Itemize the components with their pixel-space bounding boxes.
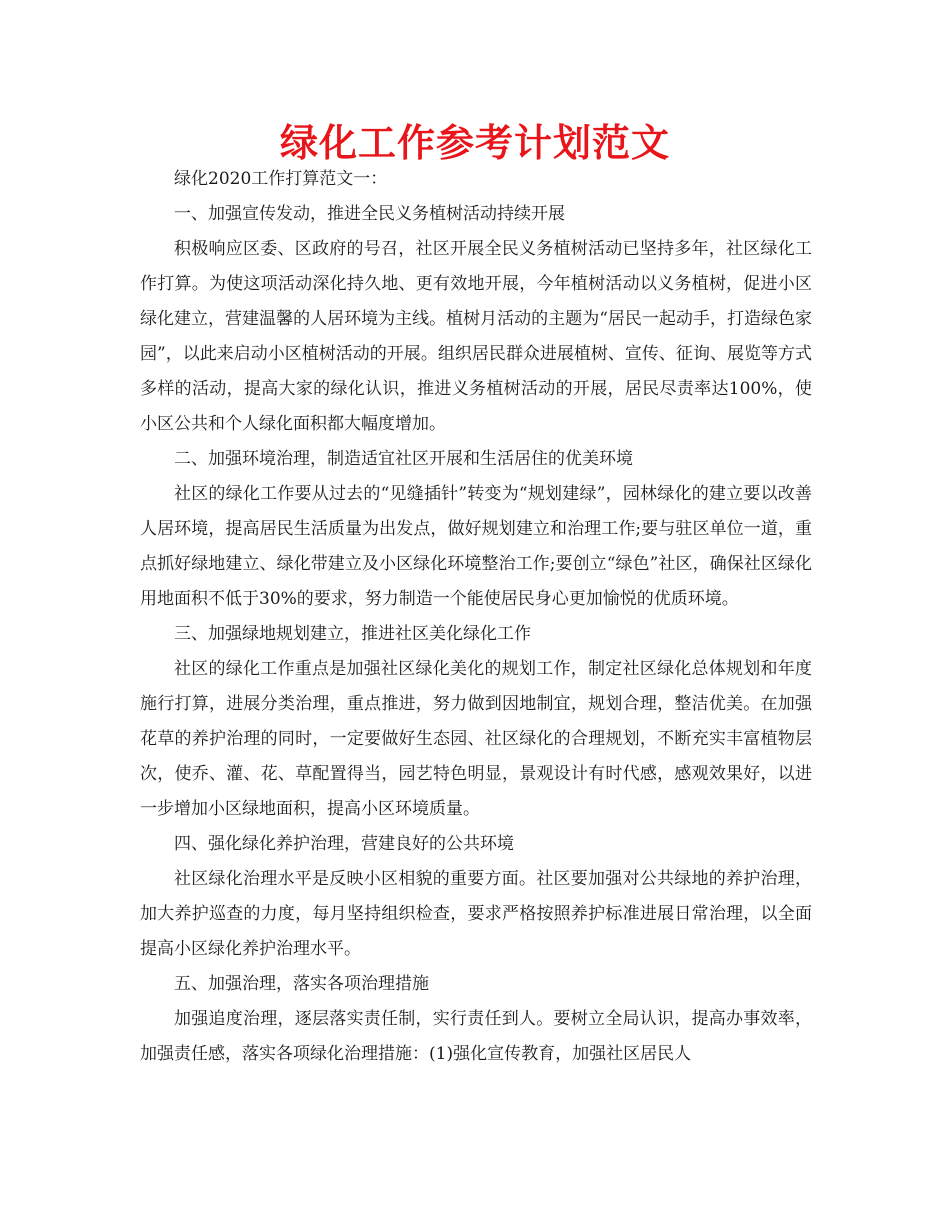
section-heading-4: 四、强化绿化养护治理，营建良好的公共环境 <box>174 834 514 854</box>
document-body <box>140 162 812 1072</box>
section-heading-2: 二、加强环境治理，制造适宜社区开展和生活居住的优美环境 <box>174 449 633 469</box>
paragraph-4: 社区绿化治理水平是反映小区相貌的重要方面。社区要加强对公共绿地的养护治理，加大养护巡查的力度，每月坚持组织检查，要求严格按照养护标准进展日常治理，以全面提高小区绿化养护治理水平。 <box>140 869 812 959</box>
section-heading-1: 一、加强宣传发动，推进全民义务植树活动持续开展 <box>174 204 565 224</box>
section-heading-5: 五、加强治理，落实各项治理措施 <box>174 974 429 994</box>
paragraph-1: 积极响应区委、区政府的号召，社区开展全民义务植树活动已坚持多年，社区绿化工作打算。为使这项活动深化持久地、更有效地开展，今年植树活动以义务植树，促进小区绿化建立，营建温馨的人居环境为主线。植树月活动的主题为“居民一起动手，打造绿色家园”，以此来启动小区植树活动的开展。组织居民群众进展植树、宣传、征询、展览等方式多样的活动，提高大家的绿化认识，推进义务植树活动的开展，居民尽责率达100%，使小区公共和个人绿化面积都大幅度增加。 <box>140 239 812 434</box>
section-heading-3: 三、加强绿地规划建立，推进社区美化绿化工作 <box>174 624 531 644</box>
paragraph-2: 社区的绿化工作要从过去的“见缝插针”转变为“规划建绿”，园林绿化的建立要以改善人居环境，提高居民生活质量为出发点，做好规划建立和治理工作;要与驻区单位一道，重点抓好绿地建立、绿化带建立及小区绿化环境整治工作;要创立“绿色”社区，确保社区绿化用地面积不低于30%的要求，努力制造一个能使居民身心更加愉悦的优质环境。 <box>140 484 812 609</box>
paragraph-5: 加强追度治理，逐层落实责任制，实行责任到人。要树立全局认识，提高办事效率，加强责任感，落实各项绿化治理措施：(1)强化宣传教育，加强社区居民人 <box>140 1009 812 1064</box>
paragraph-intro: 绿化2020工作打算范文一： <box>174 169 388 189</box>
document-title: 绿化工作参考计划范文 <box>279 121 670 165</box>
paragraph-3: 社区的绿化工作重点是加强社区绿化美化的规划工作，制定社区绿化总体规划和年度施行打算，进展分类治理，重点推进，努力做到因地制宜，规划合理，整洁优美。在加强花草的养护治理的同时，一定要做好生态园、社区绿化的合理规划，不断充实丰富植物层次，使乔、灌、花、草配置得当，园艺特色明显，景观设计有时代感，感观效果好，以进一步增加小区绿地面积，提高小区环境质量。 <box>140 659 812 819</box>
